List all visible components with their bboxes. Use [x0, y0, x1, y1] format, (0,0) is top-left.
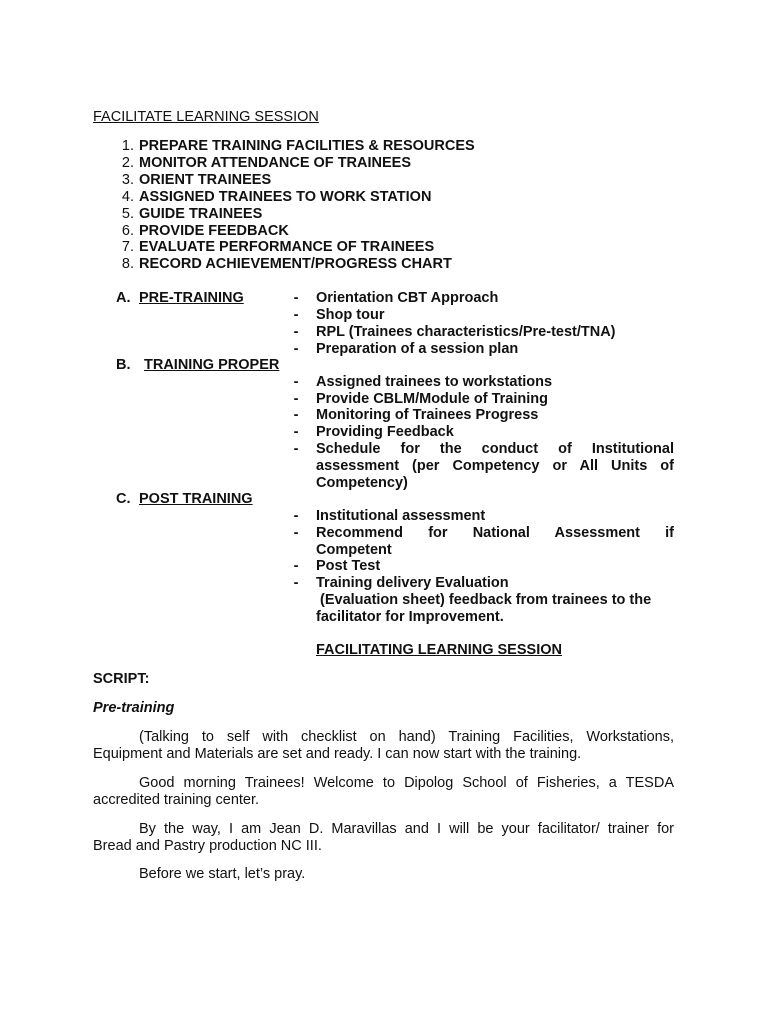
paragraph-line: By the way, I am Jean D. Maravillas and I will be your facilitator/ trainer for	[139, 821, 674, 837]
step-number: 6.	[121, 223, 134, 239]
section-item-line: assessment (per Competency or All Units of	[316, 458, 674, 474]
script-paragraph	[93, 775, 674, 809]
section-item: Training delivery Evaluation	[316, 575, 509, 591]
step-number: 8.	[121, 256, 134, 272]
step-number: 7.	[121, 239, 134, 255]
paragraph-line: accredited training center.	[93, 792, 260, 808]
paragraph-line: Bread and Pastry production NC III.	[93, 838, 322, 854]
section-item: Shop tour	[316, 307, 385, 323]
section-item-line: Competency)	[316, 475, 408, 491]
bullet-dash: -	[293, 441, 299, 457]
section-heading: POST TRAINING	[139, 491, 253, 507]
bullet-dash: -	[293, 341, 299, 357]
paragraph-line: Good morning Trainees! Welcome to Dipolog School of Fisheries, a TESDA	[139, 775, 674, 791]
step-number: 3.	[121, 172, 134, 188]
script-paragraph	[93, 821, 674, 855]
section-item: Monitoring of Trainees Progress	[316, 407, 539, 423]
bullet-dash: -	[293, 558, 299, 574]
step-number: 1.	[121, 138, 134, 154]
section-item: Provide CBLM/Module of Training	[316, 391, 548, 407]
step-number: 4.	[121, 189, 134, 205]
section-heading: TRAINING PROPER	[144, 357, 280, 373]
step-text: RECORD ACHIEVEMENT/PROGRESS CHART	[139, 256, 452, 272]
section-item: Providing Feedback	[316, 424, 454, 440]
section-item-line: Competent	[316, 542, 392, 558]
step-text: PREPARE TRAINING FACILITIES & RESOURCES	[139, 138, 475, 154]
script-label: SCRIPT:	[93, 671, 150, 687]
section-item-line: Schedule for the conduct of Institutional	[316, 441, 674, 457]
paragraph-line: (Talking to self with checklist on hand) Training Facilities, Workstations,	[139, 729, 674, 745]
section-note-line: (Evaluation sheet) feedback from trainees to the	[320, 592, 652, 608]
step-text: MONITOR ATTENDANCE OF TRAINEES	[139, 155, 412, 171]
step-number: 5.	[121, 206, 134, 222]
bullet-dash: -	[293, 307, 299, 323]
script-paragraph	[93, 729, 674, 763]
bullet-dash: -	[293, 575, 299, 591]
section-heading: PRE-TRAINING	[139, 290, 244, 306]
pre-training-label: Pre-training	[93, 700, 175, 716]
section-letter: C.	[116, 491, 131, 507]
section-subtitle: FACILITATING LEARNING SESSION	[316, 642, 562, 658]
step-text: ORIENT TRAINEES	[139, 172, 272, 188]
bullet-dash: -	[293, 374, 299, 390]
bullet-dash: -	[293, 290, 299, 306]
step-text: EVALUATE PERFORMANCE OF TRAINEES	[139, 239, 435, 255]
section-item: Post Test	[316, 558, 381, 574]
step-text: ASSIGNED TRAINEES TO WORK STATION	[139, 189, 432, 205]
closing-line: Before we start, let’s pray.	[139, 866, 306, 882]
bullet-dash: -	[293, 424, 299, 440]
bullet-dash: -	[293, 407, 299, 423]
section-note-line: facilitator for Improvement.	[316, 609, 504, 625]
section-item: Assigned trainees to workstations	[316, 374, 553, 390]
bullet-dash: -	[293, 391, 299, 407]
section-letter: B.	[116, 357, 131, 373]
bullet-dash: -	[293, 324, 299, 340]
step-text: PROVIDE FEEDBACK	[139, 223, 289, 239]
section-item-line: Recommend for National Assessment if	[316, 525, 674, 541]
section-item: Institutional assessment	[316, 508, 486, 524]
step-text: GUIDE TRAINEES	[139, 206, 263, 222]
bullet-dash: -	[293, 525, 299, 541]
bullet-dash: -	[293, 508, 299, 524]
document-title: FACILITATE LEARNING SESSION	[93, 109, 319, 125]
paragraph-line: Equipment and Materials are set and ready. I can now start with the training.	[93, 746, 582, 762]
section-item: RPL (Trainees characteristics/Pre-test/TNA)	[316, 324, 616, 340]
section-letter: A.	[116, 290, 131, 306]
step-number: 2.	[121, 155, 134, 171]
section-item: Preparation of a session plan	[316, 341, 519, 357]
section-item: Orientation CBT Approach	[316, 290, 499, 306]
